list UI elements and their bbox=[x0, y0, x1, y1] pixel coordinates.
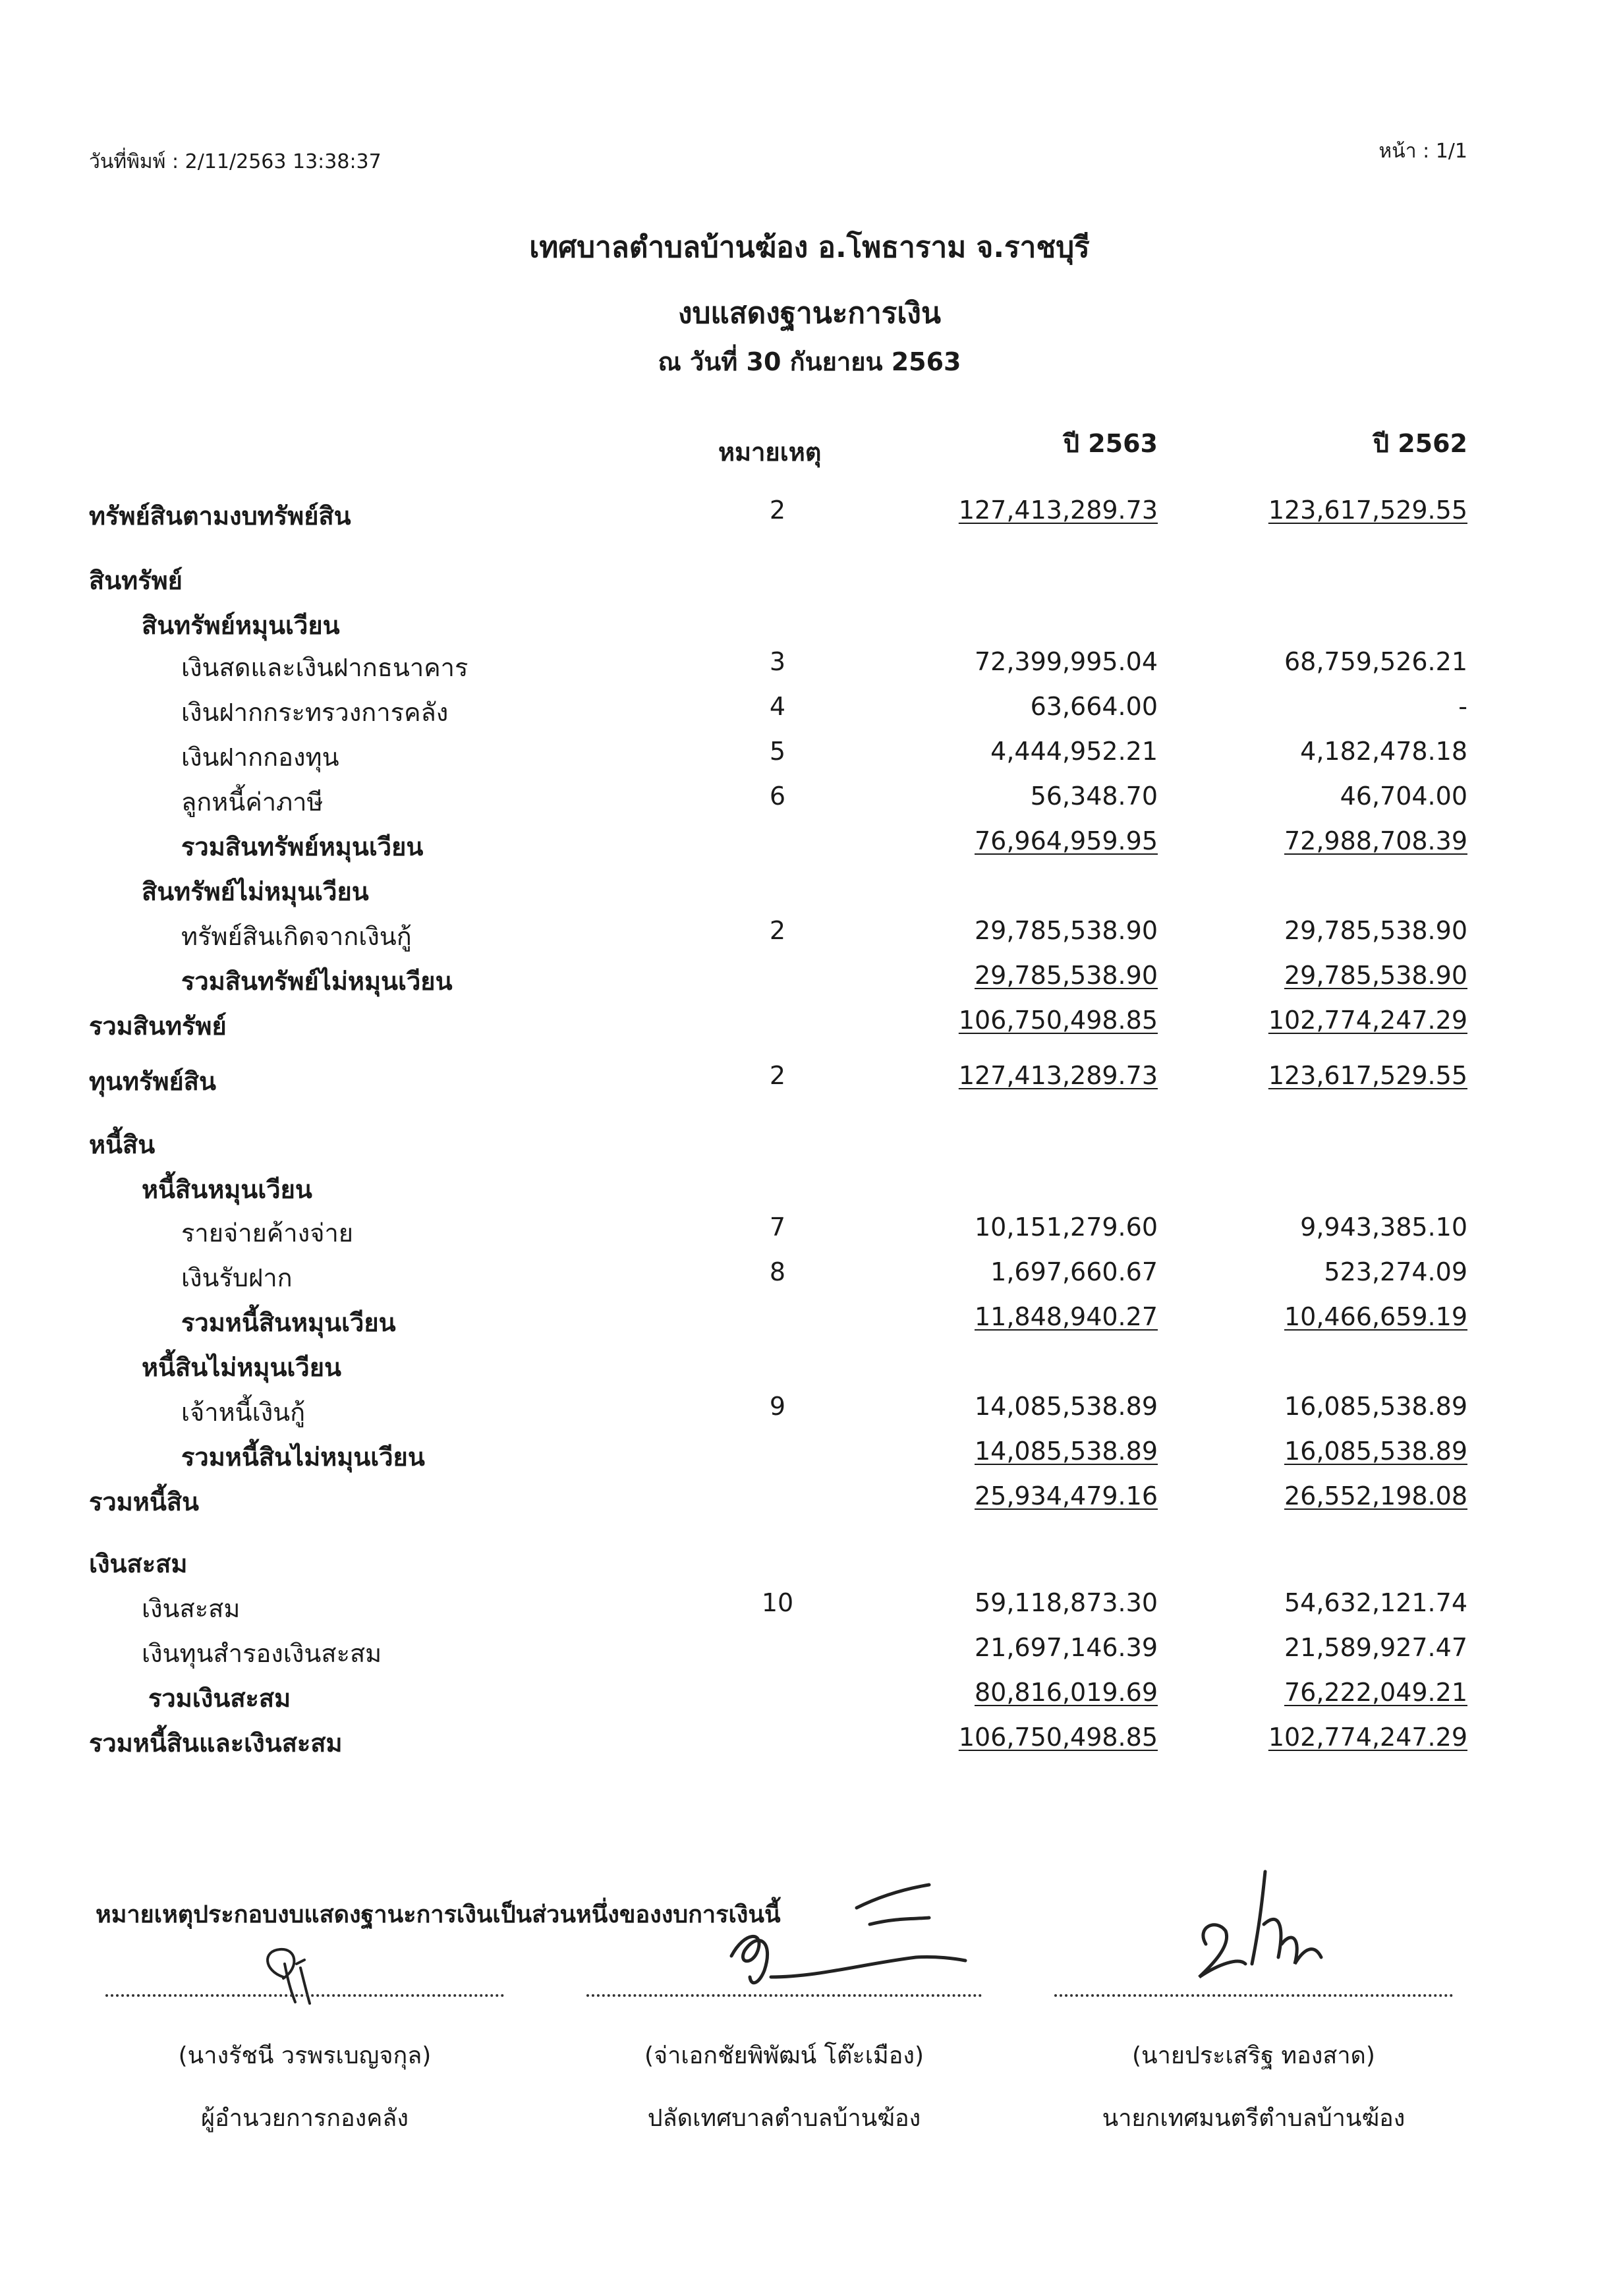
row-label: ทรัพย์สินเกิดจากเงินกู้ bbox=[181, 922, 412, 951]
row-label: รวมสินทรัพย์ bbox=[89, 1012, 227, 1041]
table-row bbox=[0, 826, 1619, 866]
row-label: เงินฝากกระทรวงการคลัง bbox=[181, 698, 449, 727]
row-note: 9 bbox=[769, 1392, 786, 1421]
row-label: ทรัพย์สินตามงบทรัพย์สิน bbox=[89, 502, 351, 531]
row-label: เงินสะสม bbox=[89, 1549, 188, 1578]
table-row bbox=[0, 560, 1619, 600]
row-value-2563: 21,697,146.39 bbox=[974, 1633, 1158, 1662]
table-row bbox=[0, 1006, 1619, 1045]
signatory-title-1: ผู้อำนวยการกองคลัง bbox=[201, 2105, 409, 2132]
row-note: 5 bbox=[769, 737, 786, 766]
table-row bbox=[0, 1302, 1619, 1342]
row-value-2563: 1,697,660.67 bbox=[990, 1257, 1158, 1286]
table-row bbox=[0, 1481, 1619, 1521]
signature-line-3 bbox=[1054, 1994, 1453, 1997]
row-value-2562: 123,617,529.55 bbox=[1268, 496, 1467, 525]
row-value-2563: 10,151,279.60 bbox=[974, 1213, 1158, 1242]
row-label: เงินรับฝาก bbox=[181, 1263, 293, 1292]
row-value-2563: 14,085,538.89 bbox=[974, 1437, 1158, 1466]
row-note: 2 bbox=[769, 496, 786, 525]
column-header-2562: ปี 2562 bbox=[1373, 429, 1467, 458]
row-value-2563: 127,413,289.73 bbox=[958, 496, 1158, 525]
row-label: รวมหนี้สิน bbox=[89, 1487, 199, 1516]
row-label: ลูกหนี้ค่าภาษี bbox=[181, 788, 324, 817]
table-row bbox=[0, 871, 1619, 911]
signatory-name-1: (นางรัชนี วรพรเบญจกุล) bbox=[178, 2042, 432, 2069]
row-value-2562: 54,632,121.74 bbox=[1284, 1588, 1467, 1617]
row-value-2562: 26,552,198.08 bbox=[1284, 1481, 1467, 1510]
row-note: 10 bbox=[761, 1588, 794, 1617]
signatory-title-2: ปลัดเทศบาลตำบลบ้านฆ้อง bbox=[647, 2105, 921, 2132]
statement-date: ณ วันที่ 30 กันยายน 2563 bbox=[658, 347, 961, 376]
statement-title: งบแสดงฐานะการเงิน bbox=[678, 297, 941, 330]
row-value-2562: 102,774,247.29 bbox=[1268, 1006, 1467, 1035]
table-row bbox=[0, 737, 1619, 776]
row-value-2563: 59,118,873.30 bbox=[974, 1588, 1158, 1617]
row-label: สินทรัพย์หมุนเวียน bbox=[142, 611, 340, 640]
row-label: รายจ่ายค้างจ่าย bbox=[181, 1219, 354, 1248]
table-row bbox=[0, 1723, 1619, 1762]
row-value-2562: 16,085,538.89 bbox=[1284, 1392, 1467, 1421]
row-note: 2 bbox=[769, 1061, 786, 1090]
row-label: รวมหนี้สินและเงินสะสม bbox=[89, 1729, 343, 1758]
row-label: เงินทุนสำรองเงินสะสม bbox=[142, 1639, 382, 1668]
row-label: รวมหนี้สินไม่หมุนเวียน bbox=[181, 1443, 425, 1472]
table-row bbox=[0, 1633, 1619, 1673]
table-row bbox=[0, 1257, 1619, 1297]
table-row bbox=[0, 782, 1619, 821]
table-row bbox=[0, 496, 1619, 535]
signature-1 bbox=[244, 1937, 343, 2010]
row-label: หนี้สินไม่หมุนเวียน bbox=[142, 1353, 341, 1382]
row-value-2562: 76,222,049.21 bbox=[1284, 1678, 1467, 1707]
row-note: 6 bbox=[769, 782, 786, 811]
table-row bbox=[0, 692, 1619, 732]
row-value-2562: 46,704.00 bbox=[1340, 782, 1467, 811]
row-label: เจ้าหนี้เงินกู้ bbox=[181, 1398, 306, 1427]
signatory-name-3: (นายประเสริฐ ทองสาด) bbox=[1132, 2042, 1375, 2069]
row-value-2563: 72,399,995.04 bbox=[974, 647, 1158, 676]
row-label: สินทรัพย์ bbox=[89, 566, 183, 595]
row-value-2563: 106,750,498.85 bbox=[958, 1723, 1158, 1752]
row-note: 8 bbox=[769, 1257, 786, 1286]
row-value-2563: 80,816,019.69 bbox=[974, 1678, 1158, 1707]
row-value-2562: - bbox=[1458, 692, 1467, 721]
table-row bbox=[0, 961, 1619, 1000]
table-row bbox=[0, 1061, 1619, 1101]
row-label: หนี้สิน bbox=[89, 1130, 156, 1159]
column-header-note: หมายเหตุ bbox=[718, 438, 822, 467]
row-value-2563: 127,413,289.73 bbox=[958, 1061, 1158, 1090]
financial-notes-statement: หมายเหตุประกอบงบแสดงฐานะการเงินเป็นส่วนหนึ่งของงบการเงินนี้ bbox=[96, 1901, 781, 1928]
table-row bbox=[0, 1678, 1619, 1717]
row-label: รวมหนี้สินหมุนเวียน bbox=[181, 1308, 396, 1337]
row-note: 7 bbox=[769, 1213, 786, 1242]
row-label: รวมสินทรัพย์ไม่หมุนเวียน bbox=[181, 967, 453, 996]
table-row bbox=[0, 1124, 1619, 1164]
signatory-name-2: (จ่าเอกชัยพิพัฒน์ โต๊ะเมือง) bbox=[644, 2042, 924, 2069]
signature-3 bbox=[1179, 1865, 1331, 1997]
row-value-2562: 523,274.09 bbox=[1324, 1257, 1467, 1286]
row-label: รวมสินทรัพย์หมุนเวียน bbox=[181, 832, 424, 861]
table-row bbox=[0, 916, 1619, 956]
row-value-2563: 11,848,940.27 bbox=[974, 1302, 1158, 1331]
row-note: 3 bbox=[769, 647, 786, 676]
row-label: รวมเงินสะสม bbox=[148, 1684, 291, 1713]
table-row bbox=[0, 1588, 1619, 1628]
row-note: 2 bbox=[769, 916, 786, 945]
signatory-title-3: นายกเทศมนตรีตำบลบ้านฆ้อง bbox=[1102, 2105, 1406, 2132]
table-row bbox=[0, 1169, 1619, 1209]
row-value-2563: 25,934,479.16 bbox=[974, 1481, 1158, 1510]
row-value-2562: 29,785,538.90 bbox=[1284, 916, 1467, 945]
row-label: เงินฝากกองทุน bbox=[181, 743, 339, 772]
table-row bbox=[0, 605, 1619, 645]
print-date: วันที่พิมพ์ : 2/11/2563 13:38:37 bbox=[89, 150, 382, 173]
row-label: หนี้สินหมุนเวียน bbox=[142, 1175, 312, 1204]
row-label: เงินสดและเงินฝากธนาคาร bbox=[181, 653, 469, 682]
row-label: ทุนทรัพย์สิน bbox=[89, 1067, 216, 1096]
row-value-2562: 10,466,659.19 bbox=[1284, 1302, 1467, 1331]
row-value-2562: 102,774,247.29 bbox=[1268, 1723, 1467, 1752]
row-value-2562: 9,943,385.10 bbox=[1300, 1213, 1467, 1242]
row-value-2563: 56,348.70 bbox=[1030, 782, 1158, 811]
signature-line-1 bbox=[105, 1994, 504, 1997]
table-row bbox=[0, 1437, 1619, 1476]
organization-title: เทศบาลตำบลบ้านฆ้อง อ.โพธาราม จ.ราชบุรี bbox=[529, 231, 1090, 264]
row-value-2562: 16,085,538.89 bbox=[1284, 1437, 1467, 1466]
row-value-2563: 29,785,538.90 bbox=[974, 961, 1158, 990]
row-label: สินทรัพย์ไม่หมุนเวียน bbox=[142, 877, 369, 906]
row-value-2563: 29,785,538.90 bbox=[974, 916, 1158, 945]
table-row bbox=[0, 1543, 1619, 1583]
row-value-2562: 123,617,529.55 bbox=[1268, 1061, 1467, 1090]
row-value-2562: 29,785,538.90 bbox=[1284, 961, 1467, 990]
row-label: เงินสะสม bbox=[142, 1594, 241, 1623]
table-row bbox=[0, 1213, 1619, 1252]
table-row bbox=[0, 1347, 1619, 1387]
signature-2 bbox=[718, 1878, 969, 2010]
row-note: 4 bbox=[769, 692, 786, 721]
row-value-2563: 14,085,538.89 bbox=[974, 1392, 1158, 1421]
row-value-2562: 21,589,927.47 bbox=[1284, 1633, 1467, 1662]
row-value-2563: 76,964,959.95 bbox=[974, 826, 1158, 855]
table-row bbox=[0, 1392, 1619, 1431]
column-header-2563: ปี 2563 bbox=[1063, 429, 1158, 458]
row-value-2563: 63,664.00 bbox=[1030, 692, 1158, 721]
table-row bbox=[0, 647, 1619, 687]
row-value-2562: 72,988,708.39 bbox=[1284, 826, 1467, 855]
page-number: หน้า : 1/1 bbox=[1378, 140, 1467, 163]
row-value-2563: 106,750,498.85 bbox=[958, 1006, 1158, 1035]
row-value-2562: 68,759,526.21 bbox=[1284, 647, 1467, 676]
signature-line-2 bbox=[586, 1994, 982, 1997]
row-value-2562: 4,182,478.18 bbox=[1300, 737, 1467, 766]
row-value-2563: 4,444,952.21 bbox=[990, 737, 1158, 766]
